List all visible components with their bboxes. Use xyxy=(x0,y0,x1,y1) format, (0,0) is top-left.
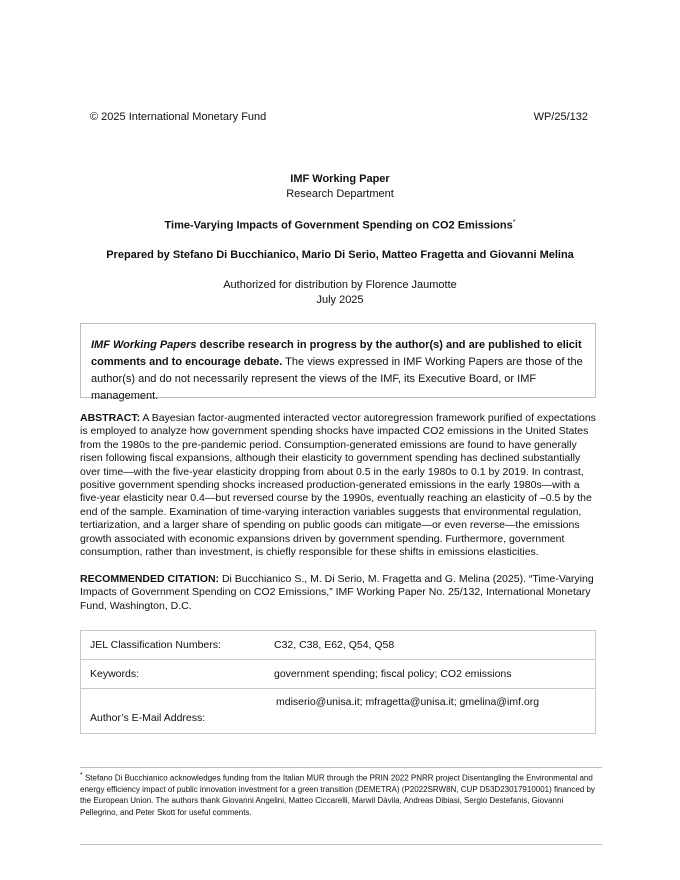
prepared-by: Prepared by Stefano Di Bucchianico, Mario Di Serio, Matteo Fragetta and Giovanni Melina xyxy=(106,249,574,261)
authorized-by: Authorized for distribution by Florence Jaumotte xyxy=(223,279,457,291)
abstract-text: A Bayesian factor-augmented interacted vector autoregression framework purified of expectations is employed to analyze how government spending shocks have impacted CO2 emissions in the United States from the 1980s to the pre-pandemic period. Consumption-generated emissions are found to have generally risen following fiscal expansions, although their elasticity to government spending has declined substantially over time—with the five-year elasticity dropping from about 0.5 in the early 1980s to 0.1 by 2019. In contrast, positive government spending shocks increased production-generated emissions in the early 1980s—with a five-year elasticity near 0.4—but reversed course by the 1990s, eventually reaching an elasticity of –0.5 by the end of the sample. Examination of time-varying interaction variables suggests that environmental regulation, tertiarization, and a larger share of spending on public goods can mitigate—or even reverse—the emissions growth associated with economic expansions driven by government spending. Furthermore, government consumption, rather than investment, is chiefly responsible for these shifts in emissions elasticities. xyxy=(80,412,596,559)
disclaimer-box xyxy=(80,323,596,402)
paper-title-text: Time-Varying Impacts of Government Spending on CO2 Emissions xyxy=(164,219,513,232)
abstract-label: ABSTRACT: xyxy=(80,412,141,424)
disclaimer-lead: IMF Working Papers xyxy=(91,339,197,351)
footnote-text: Stefano Di Bucchianico acknowledges funding from the Italian MUR through the PRIN 2022 PNRR project Disentangling the Environmental and energy efficiency impact of public innovation investment for a green transition (DEMETRA) (P2022SRW8N, CUP D53D23017910001) financed by the European Union. The authors thank Giovanni Angelini, Matteo Ciccarelli, Marwil Dávila, Andreas Dibiasi, Sergio Destefanis, Giovanni Pellegrino, and Peter Skott for useful comments. xyxy=(80,773,595,817)
disclaimer-bold: describe research in progress by the author(s) and are published to elicit comments and to encourage debate. xyxy=(91,339,582,368)
keywords-value: government spending; fiscal policy; CO2 emissions xyxy=(257,660,596,689)
abstract xyxy=(80,412,601,559)
disclaimer-text: The views expressed in IMF Working Papers are those of the author(s) and do not necessarily represent the views of the IMF, its Executive Board, or IMF management. xyxy=(91,356,583,402)
department: Research Department xyxy=(286,188,394,200)
title-footnote-marker: * xyxy=(512,219,516,226)
citation-text: Di Bucchianico S., M. Di Serio, M. Fragetta and G. Melina (2025). “Time-Varying Impacts of Government Spending on CO2 Emissions,” IMF Working Paper No. 25/132, International Monetary Fund, Washington, D.C. xyxy=(80,573,594,612)
footnote xyxy=(80,770,602,818)
email-label: Author’s E-Mail Address: xyxy=(81,689,258,734)
citation-label: RECOMMENDED CITATION: xyxy=(80,573,220,585)
paper-title xyxy=(0,219,680,232)
jel-label: JEL Classification Numbers: xyxy=(81,631,258,660)
email-value[interactable]: mdiserio@unisa.it; mfragetta@unisa.it; gmelina@imf.org xyxy=(257,689,596,734)
publication-date: July 2025 xyxy=(316,294,364,306)
table-row xyxy=(81,689,596,734)
copyright-notice: © 2025 International Monetary Fund xyxy=(90,111,267,123)
paper-number: WP/25/132 xyxy=(533,111,588,123)
keywords-label: Keywords: xyxy=(81,660,258,689)
footnote-divider xyxy=(80,767,602,768)
series-title: IMF Working Paper xyxy=(290,173,390,185)
jel-value: C32, C38, E62, Q54, Q58 xyxy=(257,631,596,660)
table-row xyxy=(81,660,596,689)
info-table xyxy=(80,630,596,734)
footnote-marker: * xyxy=(80,772,83,779)
table-row xyxy=(81,631,596,660)
recommended-citation xyxy=(80,573,601,613)
page-bottom-divider xyxy=(80,844,602,845)
